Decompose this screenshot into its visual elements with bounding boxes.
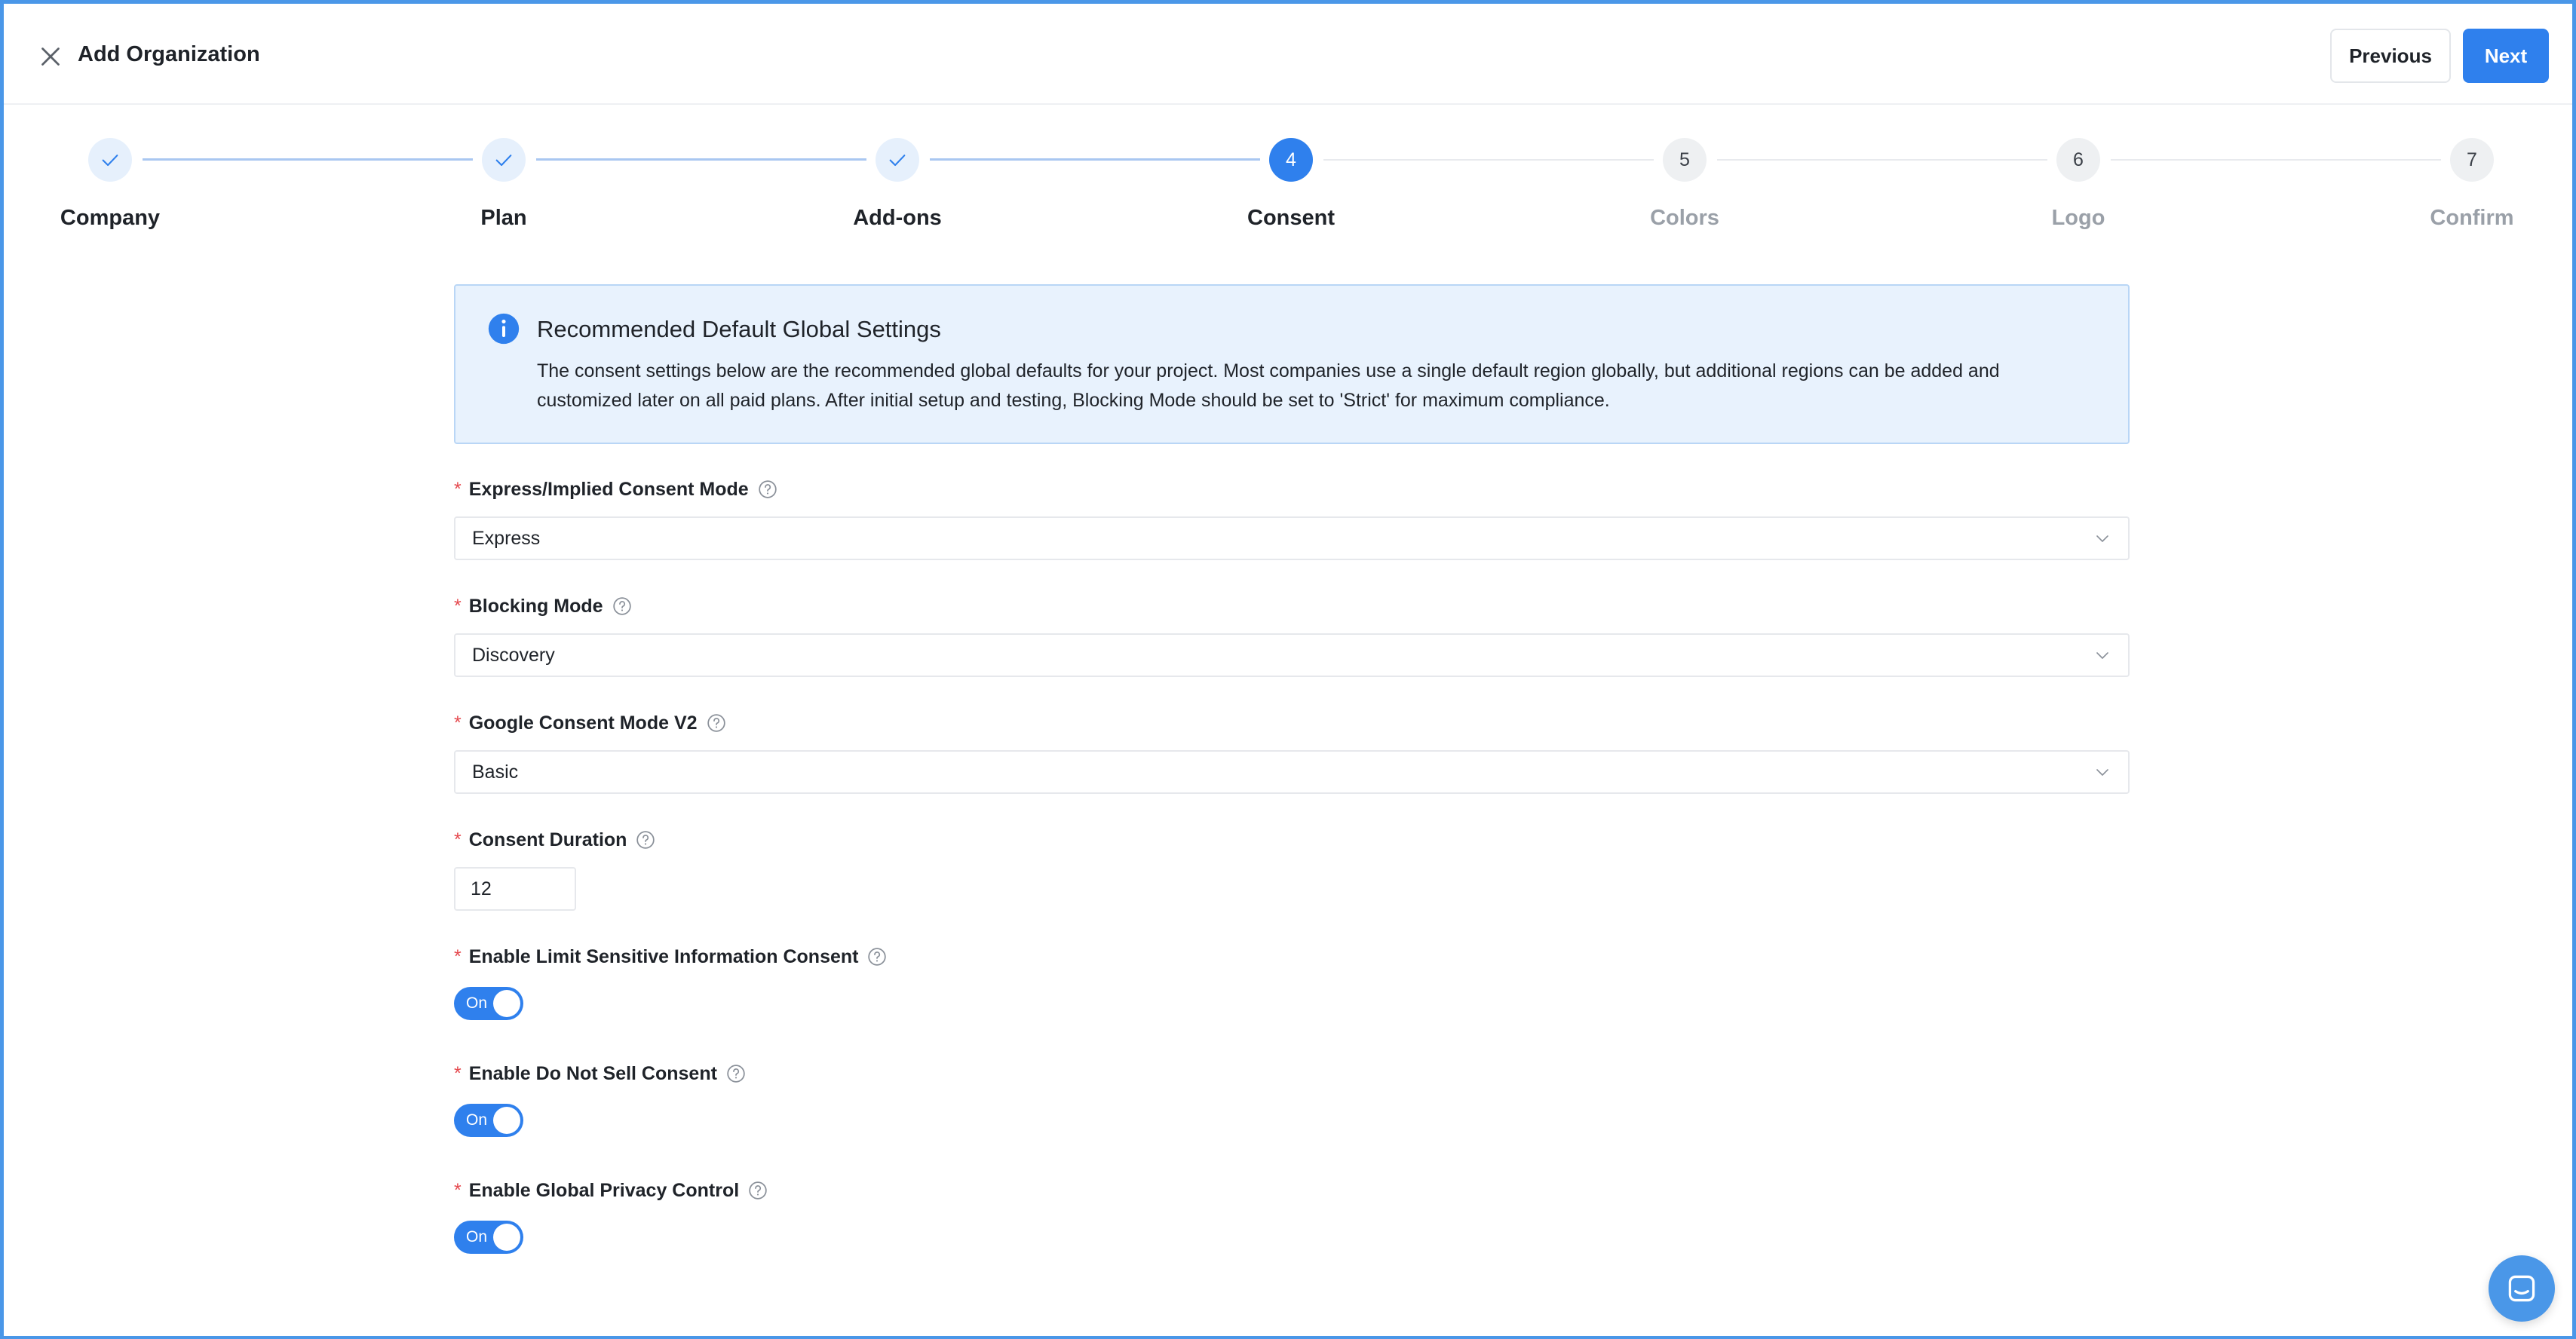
step-4-indicator: 4 xyxy=(1269,138,1313,182)
help-icon[interactable] xyxy=(748,1181,768,1200)
blocking-mode-label xyxy=(454,593,2130,620)
step-2-label: Plan xyxy=(480,206,527,230)
help-icon[interactable] xyxy=(726,1064,746,1083)
step-3-indicator xyxy=(876,138,919,182)
step-6-label: Logo xyxy=(2051,206,2105,230)
step-1-label: Company xyxy=(60,206,161,230)
consent-form xyxy=(454,284,2130,1246)
step-connector xyxy=(143,158,473,161)
previous-button[interactable]: Previous xyxy=(2330,29,2451,83)
google-consent-select[interactable] xyxy=(454,750,2130,794)
step-3-label: Add-ons xyxy=(853,206,942,230)
do-not-sell-field xyxy=(454,1060,2130,1137)
step-connector xyxy=(1323,159,1654,161)
stepper xyxy=(4,105,2572,256)
next-button[interactable]: Next xyxy=(2463,29,2549,83)
gpc-field xyxy=(454,1177,2130,1254)
step-connector xyxy=(2111,159,2441,161)
google-consent-label-text: Google Consent Mode V2 xyxy=(468,712,698,734)
required-mark: * xyxy=(454,1063,462,1084)
required-mark: * xyxy=(454,1180,462,1201)
limit-sensitive-toggle[interactable] xyxy=(454,987,523,1020)
check-icon xyxy=(887,149,908,170)
consent-mode-field xyxy=(454,476,2130,560)
chevron-down-icon xyxy=(2093,763,2111,781)
required-mark: * xyxy=(454,946,462,967)
blocking-mode-value: Discovery xyxy=(472,644,555,666)
toggle-state-text: On xyxy=(466,1111,488,1129)
help-icon[interactable] xyxy=(612,596,632,616)
consent-mode-value: Express xyxy=(472,527,541,549)
gpc-label-text: Enable Global Privacy Control xyxy=(468,1180,740,1201)
chevron-down-icon xyxy=(2093,529,2111,547)
info-title: Recommended Default Global Settings xyxy=(537,316,941,342)
required-mark: * xyxy=(454,829,462,850)
chevron-down-icon xyxy=(2093,646,2111,664)
check-icon xyxy=(100,149,121,170)
step-1-indicator xyxy=(88,138,132,182)
consent-mode-select[interactable] xyxy=(454,516,2130,560)
gpc-label xyxy=(454,1177,2130,1204)
do-not-sell-label xyxy=(454,1060,2130,1087)
step-2-indicator xyxy=(482,138,526,182)
step-connector xyxy=(1717,159,2047,161)
required-mark: * xyxy=(454,712,462,734)
help-icon[interactable] xyxy=(707,713,726,733)
toggle-state-text: On xyxy=(466,1228,488,1246)
info-text: The consent settings below are the recommended global defaults for your project. Most companies use a single default region globally, but additional regions can be added and customized later on all paid plans. After initial setup and testing, Blocking Mode should be set to 'Strict' for maximum compliance. xyxy=(537,360,2000,411)
step-6-indicator: 6 xyxy=(2056,138,2100,182)
check-icon xyxy=(493,149,514,170)
toggle-knob xyxy=(493,990,520,1017)
limit-sensitive-label xyxy=(454,943,2130,970)
step-connector xyxy=(930,158,1260,161)
info-alert xyxy=(454,284,2130,444)
chat-icon xyxy=(2505,1272,2538,1305)
toggle-state-text: On xyxy=(466,994,488,1012)
consent-duration-label xyxy=(454,826,2130,853)
consent-duration-input[interactable] xyxy=(454,867,576,911)
help-icon[interactable] xyxy=(758,480,777,499)
step-7-label: Confirm xyxy=(2430,206,2514,230)
close-icon[interactable] xyxy=(37,43,64,70)
blocking-mode-label-text: Blocking Mode xyxy=(468,596,603,617)
step-4-label: Consent xyxy=(1247,206,1335,230)
google-consent-value: Basic xyxy=(472,761,519,783)
limit-sensitive-field xyxy=(454,943,2130,1020)
blocking-mode-select[interactable] xyxy=(454,633,2130,677)
required-mark: * xyxy=(454,479,462,500)
page-title: Add Organization xyxy=(78,42,260,66)
step-5-label: Colors xyxy=(1650,206,1719,230)
do-not-sell-toggle[interactable] xyxy=(454,1104,523,1137)
consent-duration-label-text: Consent Duration xyxy=(468,829,627,850)
consent-duration-field xyxy=(454,826,2130,911)
toggle-knob xyxy=(493,1107,520,1134)
info-icon xyxy=(487,312,520,345)
consent-mode-label xyxy=(454,476,2130,503)
required-mark: * xyxy=(454,596,462,617)
step-5-indicator: 5 xyxy=(1663,138,1707,182)
google-consent-field xyxy=(454,709,2130,794)
gpc-toggle[interactable] xyxy=(454,1221,523,1254)
google-consent-label xyxy=(454,709,2130,737)
limit-sensitive-label-text: Enable Limit Sensitive Information Consent xyxy=(468,946,859,967)
do-not-sell-label-text: Enable Do Not Sell Consent xyxy=(468,1063,717,1084)
help-icon[interactable] xyxy=(636,830,655,850)
blocking-mode-field xyxy=(454,593,2130,677)
consent-mode-label-text: Express/Implied Consent Mode xyxy=(468,479,749,500)
step-7-indicator: 7 xyxy=(2450,138,2494,182)
help-icon[interactable] xyxy=(867,947,887,967)
chat-launcher-button[interactable] xyxy=(2489,1255,2555,1322)
step-connector xyxy=(536,158,866,161)
toggle-knob xyxy=(493,1224,520,1251)
modal-header xyxy=(4,4,2572,105)
